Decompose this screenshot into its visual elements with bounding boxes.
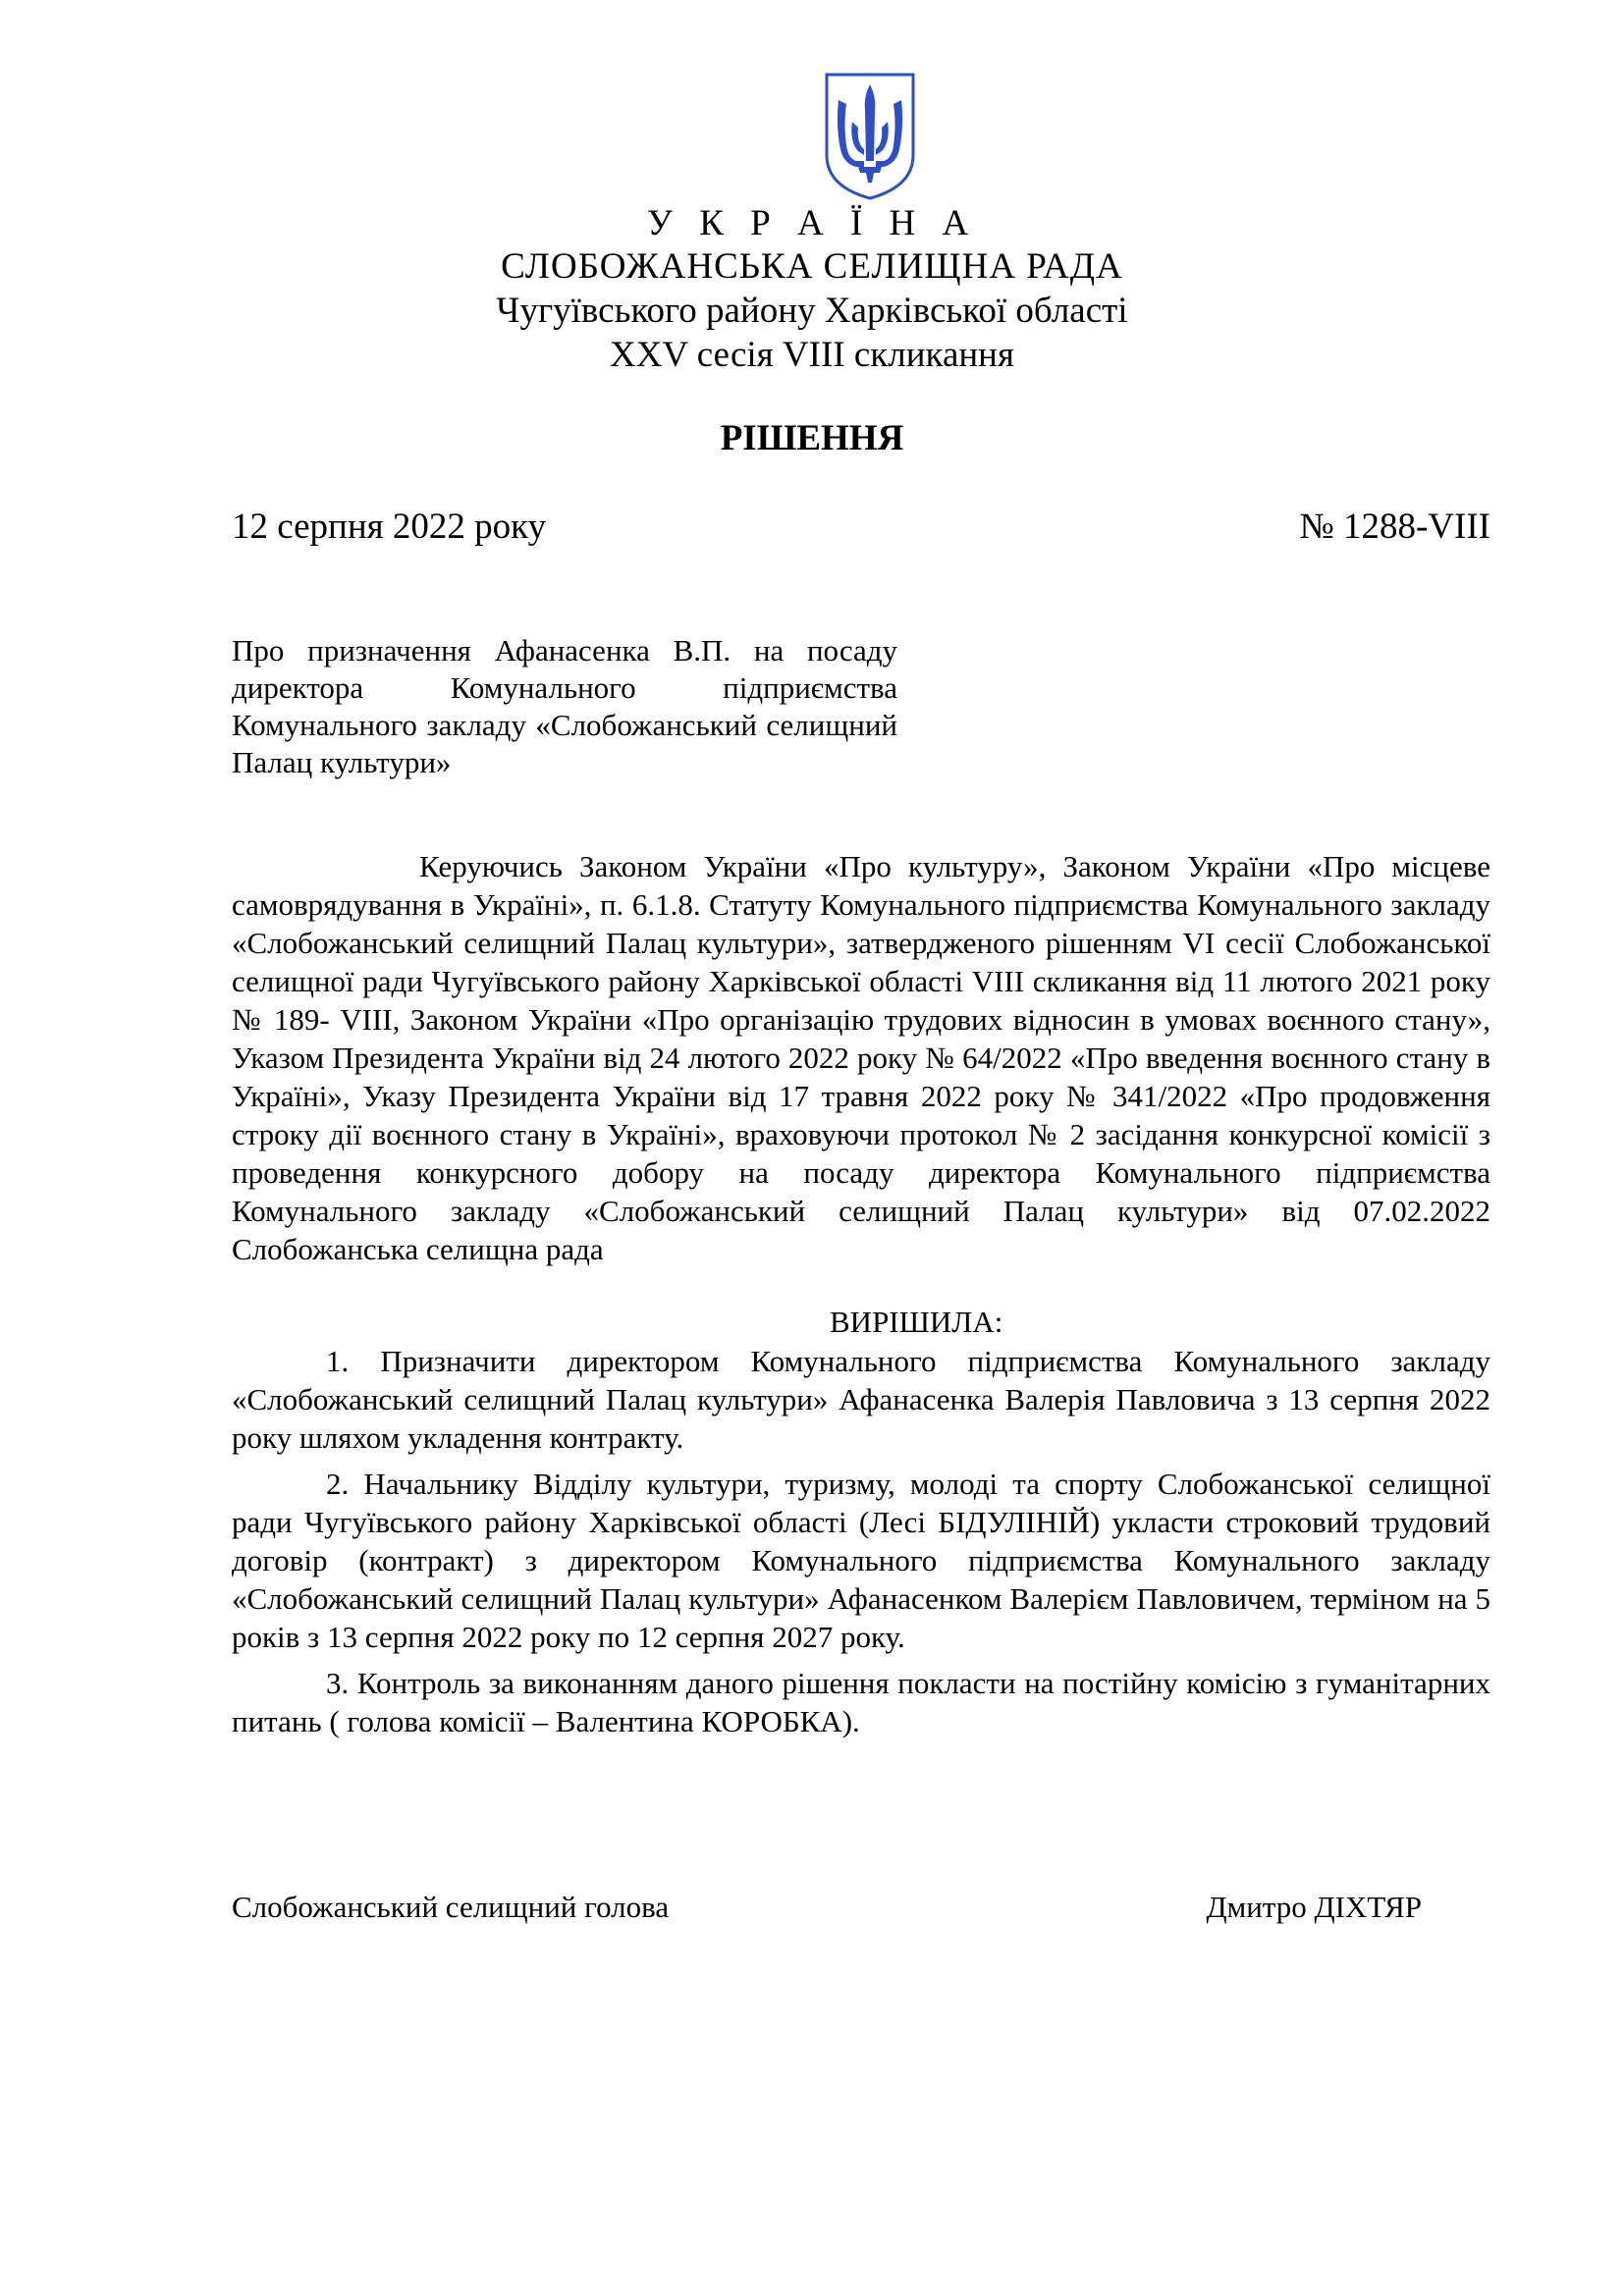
decision-item: 3. Контроль за виконанням даного рішення покласти на постійну комісію з гуманітарних питань ( голова комісії – Валентина КОРОБКА).: [232, 1666, 1490, 1738]
signer-name: Дмитро ДІХТЯР: [1206, 1890, 1422, 1924]
document-date: 12 серпня 2022 року: [232, 507, 547, 547]
decision-item: 1. Призначити директором Комунального підприємства Комунального закладу «Слобожанський селищний Палац культури» Афанасенка Валерія Павловича з 13 серпня 2022 року шляхом укладення контракту.: [232, 1344, 1490, 1455]
trident-coat-of-arms-icon: [823, 71, 917, 202]
country-name: У К Р А Ї Н А: [646, 203, 978, 243]
document-subject: Про призначення Афанасенка В.П. на посаду директора Комунального підприємства Комунального закладу «Слобожанський селищний Палац культури»: [232, 633, 897, 779]
signer-title: Слобожанський селищний голова: [232, 1890, 670, 1924]
district-name: Чугуївського району Харківської області: [496, 291, 1128, 331]
document-preamble: Керуючись Законом України «Про культуру», Законом України «Про місцеве самоврядування в Україні», п. 6.1.8. Статуту Комунального підприємства Комунального закладу «Слобожанський селищний Палац культури», затвердженого рішенням VI сесії Слобожанської селищної ради Чугуївського району Харківської області VIII скликання від 11 лютого 2021 року № 189- VIII, Законом України «Про організацію трудових відносин в умовах воєнного стану», Указом Президента України від 24 лютого 2022 року № 64/2022 «Про введення воєнного стану в Україні», Указу Президента України від 17 травня 2022 року № 341/2022 «Про продовження строку дії воєнного стану в Україні», враховуючи протокол № 2 засідання конкурсної комісії з проведення конкурсного добору на посаду директора Комунального підприємства Комунального закладу «Слобожанський селищний Палац культури» від 07.02.2022 Слобожанська селищна рада: [232, 849, 1490, 1266]
decision-item: 2. Начальнику Відділу культури, туризму, молоді та спорту Слобожанської селищної ради Чугуївського району Харківської області (Лесі БІДУЛІНІЙ) укласти строковий трудовий договір (контракт) з директором Комунального підприємства Комунального закладу «Слобожанський селищний Палац культури» Афанасенком Валерієм Павловичем, терміном на 5 років з 13 серпня 2022 року по 12 серпня 2027 року.: [232, 1467, 1490, 1654]
decision-items: [232, 1342, 1490, 1748]
session-info: XXV сесія VIII скликання: [610, 335, 1014, 375]
document-title: РІШЕННЯ: [720, 418, 904, 458]
document-number: № 1288-VIII: [1299, 507, 1490, 547]
council-name: СЛОБОЖАНСЬКА СЕЛИЩНА РАДА: [501, 246, 1123, 287]
decided-heading: ВИРІШИЛА:: [830, 1305, 1003, 1339]
